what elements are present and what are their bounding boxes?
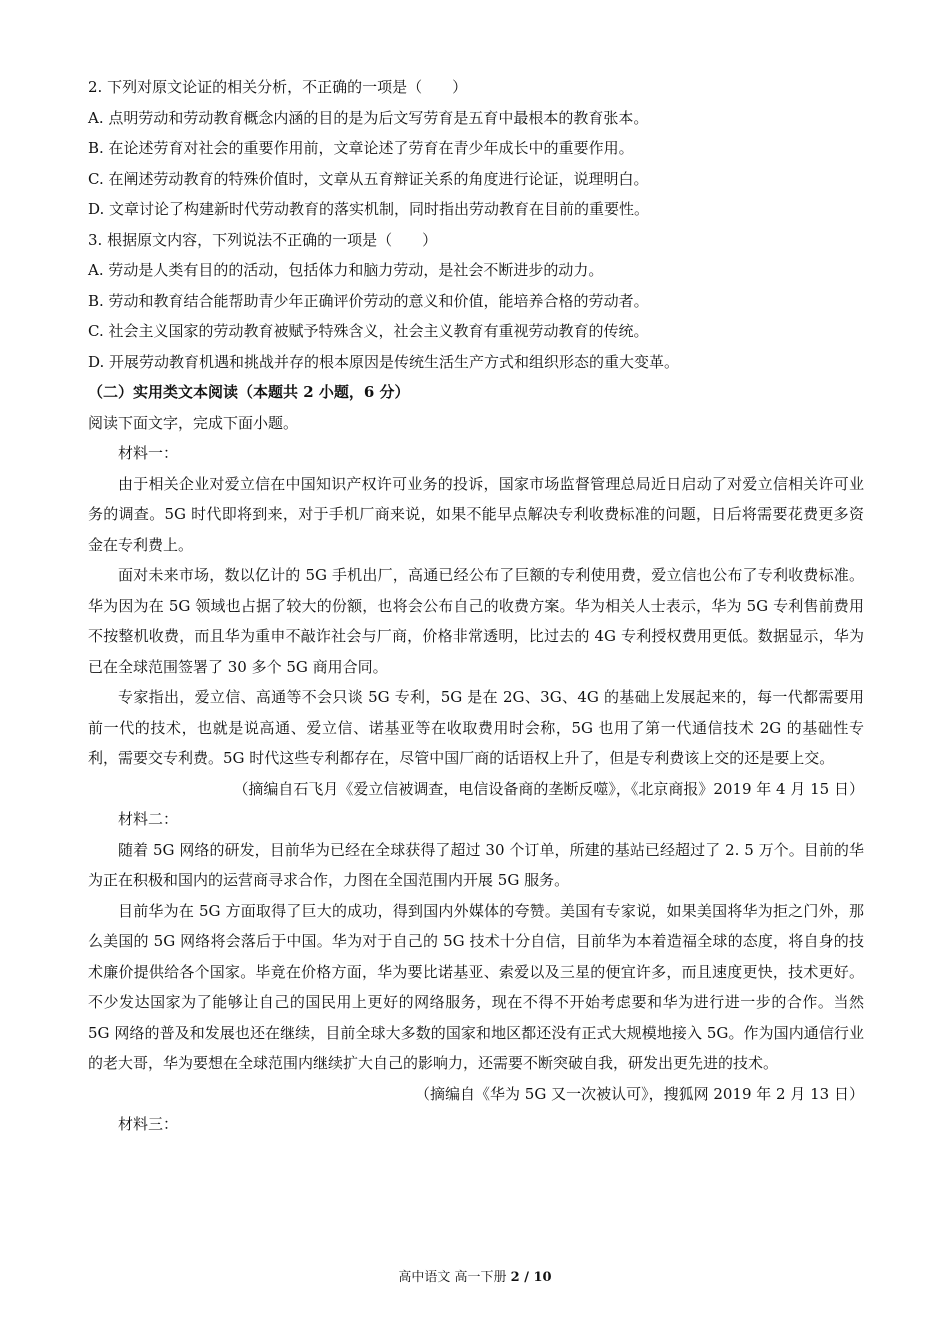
material-2-source: （摘编自《华为 5G 又一次被认可》，搜狐网 2019 年 2 月 13 日） [415, 1084, 864, 1103]
question-2-option-d: D. 文章讨论了构建新时代劳动教育的落实机制，同时指出劳动教育在目前的重要性。 [88, 200, 650, 218]
material-2-label: 材料二： [118, 810, 179, 828]
question-3-stem: 3. 根据原文内容，下列说法不正确的一项是（ ） [88, 230, 438, 249]
material-1-paragraph: 专家指出，爱立信、高通等不会只谈 5G 专利，5G 是在 2G、3G、4G 的基础上发展起来的，每一代都需要用前一代的技术，也就是说高通、爱立信、诺基亚等在收取费用时会称，5G 也用了第一代通信技术 2G 的基础性专利，需要交专利费。5G 时代这些专利都存在，尽管中国厂商的话语权上升了，但是专利费该上交的还是要上交。 [88, 688, 864, 767]
footer-text: 高中语文 高一下册 [398, 1270, 511, 1285]
material-2-paragraph: 目前华为在 5G 方面取得了巨大的成功，得到国内外媒体的夸赞。美国有专家说，如果美国将华为拒之门外，那么美国的 5G 网络将会落后于中国。华为对于自己的 5G 技术十分自信，目前华为本着造福全球的态度，将自身的技术廉价提供给各个国家。毕竟在价格方面，华为要比诺基亚、索爱以及三星的便宜许多，而且速度更快，技术更好。不少发达国家为了能够让自己的国民用上更好的网络服务，现在不得不开始考虑要和华为进行进一步的合作。当然 5G 网络的普及和发展也还在继续，目前全球大多数的国家和地区都还没有正式大规模地接入 5G。作为国内通信行业的老大哥，华为要想在全球范围内继续扩大自己的影响力，还需要不断突破自我，研发出更先进的技术。 [88, 901, 864, 1072]
question-2-stem: 2. 下列对原文论证的相关分析，不正确的一项是（ ） [88, 78, 468, 96]
question-2-option-a: A. 点明劳动和劳动教育概念内涵的目的是为后文写劳育是五育中最根本的教育张本。 [88, 108, 649, 127]
question-3-option-a: A. 劳动是人类有目的的活动，包括体力和脑力劳动，是社会不断进步的动力。 [88, 261, 604, 279]
material-3-label: 材料三： [118, 1115, 179, 1133]
page-number: 2 / 10 [510, 1270, 552, 1285]
section-instruction: 阅读下面文字，完成下面小题。 [88, 413, 299, 432]
material-1-label: 材料一： [118, 444, 179, 462]
material-1-paragraph: 面对未来市场，数以亿计的 5G 手机出厂，高通已经公布了巨额的专利使用费，爱立信也公布了专利收费标准。华为因为在 5G 领域也占据了较大的份额，也将会公布自己的收费方案。华为相关人士表示，华为 5G 专利售前费用不按整机收费，而且华为重申不敲诈社会与厂商，价格非常透明，比过去的 4G 专利授权费用更低。数据显示，华为已在全球范围签署了 30 多个 5G 商用合同。 [88, 566, 864, 676]
question-3-option-c: C. 社会主义国家的劳动教育被赋予特殊含义，社会主义教育有重视劳动教育的传统。 [88, 322, 649, 340]
question-2-option-c: C. 在阐述劳动教育的特殊价值时，文章从五育辩证关系的角度进行论证，说理明白。 [88, 169, 649, 188]
question-2-option-b: B. 在论述劳育对社会的重要作用前，文章论述了劳育在青少年成长中的重要作用。 [88, 139, 634, 157]
question-3-option-b: B. 劳动和教育结合能帮助青少年正确评价劳动的意义和价值，能培养合格的劳动者。 [88, 291, 649, 310]
page-content [88, 72, 864, 1140]
section-heading: （二）实用类文本阅读（本题共 2 小题，6 分） [88, 383, 410, 401]
material-1-paragraph: 由于相关企业对爱立信在中国知识产权许可业务的投诉，国家市场监督管理总局近日启动了对爱立信相关许可业务的调查。5G 时代即将到来，对于手机厂商来说，如果不能早点解决专利收费标准的问题，日后将需要花费更多资金在专利费上。 [88, 474, 864, 554]
question-3-option-d: D. 开展劳动教育机遇和挑战并存的根本原因是传统生活生产方式和组织形态的重大变革。 [88, 352, 680, 371]
material-1-source: （摘编自石飞月《爱立信被调查，电信设备商的垄断反噬》，《北京商报》2019 年 4 月 15 日） [233, 779, 864, 798]
page-footer [0, 1268, 950, 1288]
material-2-paragraph: 随着 5G 网络的研发，目前华为已经在全球获得了超过 30 个订单，所建的基站已经超过了 2. 5 万个。目前的华为正在积极和国内的运营商寻求合作，力图在全国范围内开展 5G 服务。 [88, 840, 864, 889]
